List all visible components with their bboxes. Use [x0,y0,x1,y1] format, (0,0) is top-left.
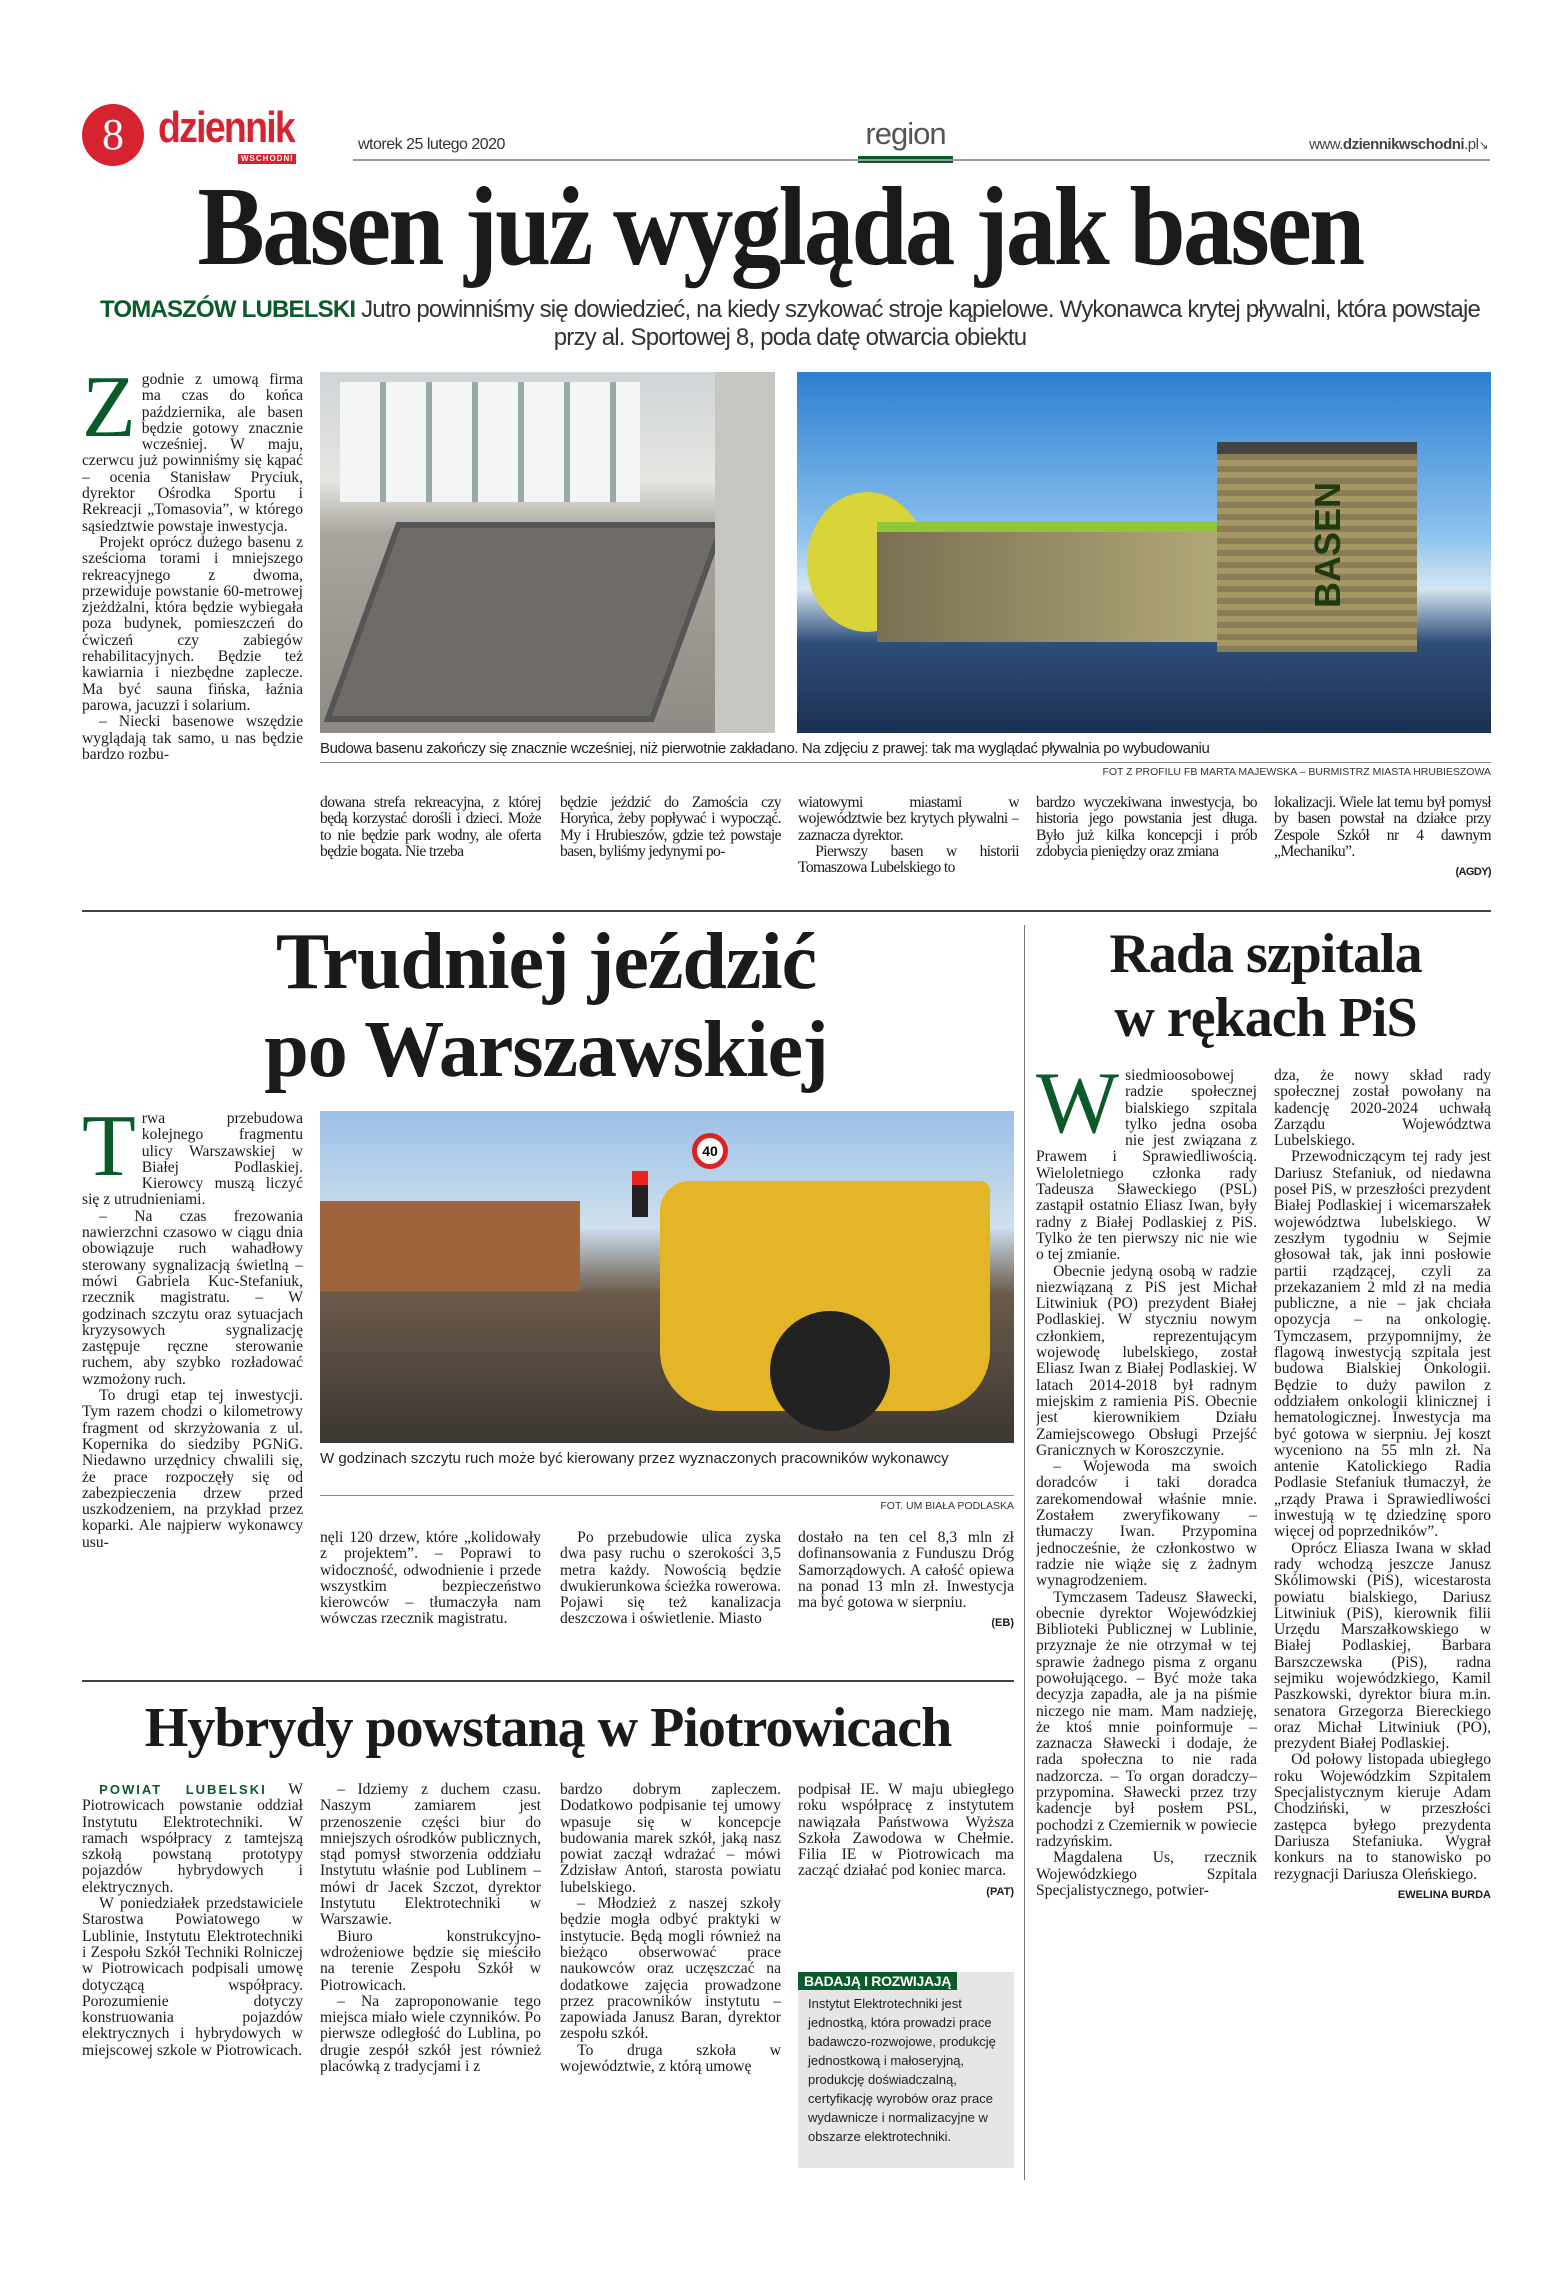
paragraph: będzie jeździć do Zamościa czy Horyńca, żeby popływać i wypocząć. My i Hrubieszów, gdzie też powstaje basen, byliśmy jedynymi po- [560,795,781,860]
paragraph: Magdalena Us, rzecznik Wojewódzkiego Szpitala Specjalistycznego, potwier- [1036,1849,1257,1899]
paragraph: Biuro konstrukcyjno-wdrożeniowe będzie się mieściło na terenie Zespołu Szkół w Piotrowicach. [320,1927,541,1994]
paragraph: Od połowy listopada ubiegłego roku Wojewódzkim Szpitalem Specjalistycznym kieruje Adam Chodziński, w przeszłości zastępca byłego prezydenta Dariusza Stefaniuka. Wygrał konkurs na to stanowisko po rezygnacji Dariusza Oleńskiego. [1274,1751,1491,1883]
cursor-icon: ↘ [1478,138,1488,152]
paragraph: bardzo dobrym zapleczem. Dodatkowo podpisanie tej umowy wpasuje się w koncepcje budowania marek szkół, jaką nasz powiat zaczął wdrażać – mówi Zdzisław Antoń, starosta powiatu lubelskiego. [560,1782,781,1896]
article2-column-3 [560,1530,781,1667]
article1-headline: Basen już wygląda jak basen [197,165,1363,289]
caption-rule [320,1495,1014,1496]
paragraph: siedmioosobowej radzie społecznej bialskiego szpitala tylko jedna osoba nie jest związana z Prawem i Sprawiedliwością. Wieloletniego członka rady Tadeusza Sławeckiego (PSL) zastąpił ostatnio Eliasz Iwan, były radny z Białej Podlaskiej z PiS. Tylko że ten pierwszy nic nie wie o tej zmianie. [1036,1068,1257,1264]
paragraph: Po przebudowie ulica zyska dwa pasy ruchu o szerokości 3,5 metra każdy. Nowością będzie dwukierunkowa ścieżka rowerowa. Pojawi się też kanalizacja deszczowa i oświetlenie. Miasto [560,1530,781,1628]
excavator-wheel [770,1311,890,1431]
paragraph: W poniedziałek przedstawiciele Starostwa Powiatowego w Lublinie, Instytutu Elektrotechniki i Zespołu Szkół Techniki Rolniczej w Piotrowicach podpisali umowę dotyczącą współpracy. Porozumienie dotyczy konstruowania pojazdów elektrycznych i hybrydowych w miejscowej szkole w Piotrowicach. [82,1895,303,2059]
paragraph: Projekt oprócz dużego basenu z sześcioma torami i mniejszego rekreacyjnego z dwoma, przewiduje powstanie 60-metrowej zjeżdżalni, która będzie wybiegała poza budynek, pomieszczeń do ćwiczeń czy zabiegów rehabilitacyjnych. Będzie też kawiarnia i niezbędne zaplecze. Ma być sauna fińska, łaźnia parowa, jacuzzi i solarium. [82,533,303,714]
article2-photo-credit: FOT. UM BIAŁA PODLASKA [880,1500,1014,1512]
photo-roadworks [320,1111,1014,1443]
article2-column-4 [798,1530,1014,1670]
paragraph: Oprócz Eliasza Iwana w skład rady wchodzą jeszcze Janusz Skólimowski (PiS), wicestarosta powiatu bialskiego, Dariusz Litwiniuk (PiS), kierownik filii Urzędu Marszałkowskiego w Białej Podlaskiej, Barbara Barszczewska (PiS), radna sejmiku wojewódzkiego, Kamil Paszkowski, dyrektor biura m.in. senatora Grzegorza Biereckiego oraz Michał Litwiniuk (PO), prezydent Białej Podlaskiej. [1274,1539,1491,1753]
speed-sign: 40 [692,1133,728,1169]
logo-text: dziennik [158,103,295,152]
paragraph: rwa przebudowa kolejnego fragmentu ulicy Warszawskiej w Białej Podlaskiej. Kierowcy muszą liczyć się z utrudnieniami. [82,1111,303,1209]
headline-line: Trudniej jeździć [275,918,817,1006]
paragraph: To druga szkoła w województwie, z którą umowę [560,2041,781,2076]
article4-column-3 [560,1782,781,2172]
paragraph: – Młodzież z naszej szkoły będzie mogła odbyć praktyki w instytucie. Będą mogli również na bieżąco obserwować prace naukowców oraz uczęszczać na dodatkowe zajęcia prowadzone przez pracowników instytutu – zapowiada Janusz Baran, dyrektor zespołu szkół. [560,1895,781,2043]
article3-column-1 [1036,1068,1257,2172]
article1-photo-credit: FOT Z PROFILU FB MARTA MAJEWSKA – BURMISTRZ MIASTA HRUBIESZOWA [1102,766,1491,778]
article2-column-1 [82,1111,303,1667]
paragraph: lokalizacji. Wiele lat temu był pomysł by basen powstał na działce przy Zespole Szkół nr 4 dawnym „Mechaniku”. [1274,795,1491,860]
website-link[interactable] [1309,136,1488,153]
article1-column-6 [1274,795,1491,900]
issue-date: wtorek 25 lutego 2020 [358,136,505,153]
dropcap: T [82,1111,136,1195]
article4-column-2 [320,1782,541,2172]
article4-headline: Hybrydy powstaną w Piotrowicach [144,1697,952,1759]
article1-column-3 [560,795,781,895]
paragraph: wiatowymi miastami w województwie bez krytych pływalni – zaznacza dyrektor. [798,795,1019,844]
url-domain: dziennikwschodni [1342,136,1465,153]
wall-right [715,372,775,733]
article4-kicker: POWIAT LUBELSKI [99,1782,267,1797]
article1-photo-caption: Budowa basenu zakończy się znacznie wcześniej, niż pierwotnie zakładano. Na zdjęciu z prawej: tak ma wyglądać pływalnia po wybudowaniu [320,740,1210,757]
paragraph: bardzo wyczekiwana inwestycja, bo historia jego powstania jest długa. Było już kilka koncepcji i prób zdobycia pieniędzy oraz zmiana [1036,795,1257,860]
logo [158,104,348,168]
info-box-text: Instytut Elektrotechniki jest jednostką, która prowadzi prace badawczo-rozwojowe, produkcję jednostkową i małoseryjną, produkcję doświadczalną, certyfikację wyrobów oraz prace wydawnicze i normalizacyjne w obszarze elektrotechniki. [808,1996,996,2144]
section-divider [82,1680,1014,1682]
photo-construction-interior [320,372,775,733]
paragraph: dostało na ten cel 8,3 mln zł dofinansowania z Funduszu Dróg Samorządowych. A całość opiewa na ponad 13 mln zł. Inwestycja ma być gotowa w sierpniu. [798,1530,1014,1612]
column-divider [1024,925,1025,2180]
paragraph: – Na czas frezowania nawierzchni czasowo w ciągu dnia obowiązuje ruch wahadłowy sterowany sygnalizacją świetlną – mówi Gabriela Kuc-Stefaniuk, rzecznik magistratu. – W godzinach szczytu oraz sytuacjach kryzysowych sygnalizację zastępuje ręczne sterowanie ruchem, aby szybko rozładować wzmożony ruch. [82,1207,303,1388]
article1-kicker: TOMASZÓW LUBELSKI [99,296,356,323]
dropcap: W [1036,1068,1120,1152]
article2-photo-caption: W godzinach szczytu ruch może być kierowany przez wyznaczonych pracowników wykonawcy [320,1450,949,1467]
logo-subtitle: WSCHODNI [238,154,296,164]
article3-headline [1040,922,1491,1050]
url-prefix: www. [1309,136,1343,153]
article1-column-1 [82,372,303,896]
paragraph: Pierwszy basen w historii Tomaszowa Lubelskiego to [798,842,1019,877]
article4-column-1 [82,1782,303,2172]
url-suffix: .pl [1464,136,1479,153]
paragraph: – Idziemy z duchem czasu. Naszym zamiarem jest przenoszenie części biur do mniejszych ośrodków publicznych, stąd pomysł stworzenia oddziału Instytutu właśnie pod Lublinem – mówi dr Jacek Szczot, dyrektor Instytutu Elektrotechniki w Warszawie. [320,1782,541,1929]
paragraph: – Niecki basenowe wszędzie wyglądają tak samo, u nas będzie bardzo rozbu- [82,713,303,763]
article4-column-4 [798,1782,1014,1942]
page-number-badge: 8 [82,104,144,166]
paragraph: Przewodniczącym tej rady jest Dariusz Stefaniuk, od niedawna poseł PiS, w przeszłości prezydent Białej Podlaskiej i wicemarszałek województwa lubelskiego. W zeszłym tygodniu w Sejmie głosował tak, jak inni posłowie partii rządzącej, czyli za przekazaniem 2 mld zł na media publiczne, a nie – jak chciała opozycja – na onkologię. Tymczasem, przypomnijmy, że flagową inwestycją szpitala jest budowa Bialskiej Onkologii. Będzie to duży pawilon z oddziałem onkologii klinicznej i hematologicznej. Inwestycja ma być gotowa w sierpniu. Jej koszt wyceniono na 55 mln zł. Na antenie Katolickiego Radia Podlasie Stefaniuk tłumaczył, że „rządy Prawa i Sprawiedliwości inwestują w tę dziedzinę sporo więcej od poprzedników”. [1274,1148,1491,1541]
article1-column-5 [1036,795,1257,895]
paragraph: godnie z umową firma ma czas do końca października, ale basen będzie gotowy znacznie wcześniej. W maju, czerwcu już powinniśmy się kąpać – ocenia Stanisław Pryciuk, dyrektor Ośrodka Sportu i Rekreacji „Tomasovia”, w którego sąsiedztwie powstaje inwestycja. [82,372,303,535]
paragraph: Tymczasem Tadeusz Sławecki, obecnie dyrektor Wojewódzkiej Biblioteki Publicznej w Lublinie, przyznaje że nie otrzymał w tej sprawie żadnego pisma z organu powołującego. – Być może taka decyzja zapadła, ale ja na piśmie niczego nie mam. Mam nadzieję, że ktoś mnie poinformuje – zaznacza Sławecki i dodaje, że rada społeczna to nie rada nadzorcza. – To organ doradczy– przypomina. Sławecki przez trzy kadencje był posłem PSL, pochodzi z Czemiernik w powiecie radzyńskim. [1036,1588,1257,1850]
paragraph: nęli 120 drzew, które „kolidowały z projektem”. – Poprawi to widoczność, odwodnienie i przede wszystkim bezpieczeństwo kierowców – tłumaczyła nam wówczas rzecznik magistratu. [320,1530,541,1628]
pool-basin [324,522,727,722]
masthead-rule [353,159,1490,161]
paragraph: dowana strefa rekreacyjna, z której będą korzystać dorośli i dzieci. Może to nie będzie park wodny, ale oferta będzie bogata. Nie trzeba [320,795,541,860]
paragraph: – Wojewoda ma swoich doradców i taki doradca zarekomendował właśnie mnie. Zostałem zweryfikowany – tłumaczy Iwan. Przypomina jednocześnie, że członkostwo w radzie nie wiąże się z żadnym wynagrodzeniem. [1036,1458,1257,1590]
article1-lead [80,296,1500,352]
section-divider [82,910,1491,912]
window-wall [340,382,640,502]
paragraph: Obecnie jedyną osobą w radzie niezwiązaną z PiS jest Michał Litwiniuk (PO) prezydent Białej Podlaskiej. W styczniu nowym członkiem, reprezentującym wojewodę lubelskiego, został Eliasz Iwan z Białej Podlaskiej. W latach 2014-2018 był radnym miejskim z ramienia PiS. Obecnie jest kierownikiem Działu Zamiejscowego Obsługi Przejść Granicznych w Koroszczynie. [1036,1262,1257,1459]
houses [320,1201,580,1291]
info-box-title: BADAJĄ I ROZWIJAJĄ [798,1972,957,1990]
traffic-light [632,1171,648,1217]
dropcap: Z [82,372,136,456]
article2-signature: (EB) [991,1617,1014,1630]
paragraph: – Na zaproponowanie tego miejsca miało wiele czynników. Po pierwsze odległość do Lublina, po drugie zespół szkół jest również placówką z tradycjami i z [320,1992,541,2076]
article2-headline [82,918,1010,1094]
building-low [877,522,1237,642]
article1-signature: (AGDY) [1455,866,1491,879]
paragraph: podpisał IE. W maju ubiegłego roku współpracę z instytutem nawiązała Państwowa Wyższa Szkoła Zawodowa w Chełmie. Filia IE w Piotrowicach ma zacząć działać pod koniec marca. [798,1782,1014,1880]
headline-line: po Warszawskiej [264,1006,828,1094]
paragraph: To drugi etap tej inwestycji. Tym razem chodzi o kilometrowy fragment od skrzyżowania z ul. Kopernika do siedziby PGNiG. Niedawno urzędnicy chwalili się, że prace rozpoczęły się od zabezpieczenia drzew przed uszkodzeniem, na przykład przez koparki. Ale najpierw wykonawcy usu- [82,1387,303,1551]
article1-column-2 [320,795,541,895]
article3-signature: EWELINA BURDA [1397,1888,1491,1901]
paragraph: W Piotrowicach powstanie oddział Instytutu Elektrotechniki. W ramach współpracy z tamtejszą szkołą powstaną prototypy pojazdów hybrydowych i elektrycznych. [82,1782,303,1896]
headline-line: Rada szpitala [1109,923,1422,985]
article2-column-2 [320,1530,541,1667]
article1-lead-text: Jutro powinniśmy się dowiedzieć, na kiedy szykować stroje kąpielowe. Wykonawca krytej pływalni, która powstaje przy al. Sportowej 8, poda datę otwarcia obiektu [361,296,1481,351]
article1-column-4 [798,795,1019,895]
info-box [798,1972,1014,2168]
section-label: region [865,116,946,151]
photo-pool-render [797,372,1491,733]
headline-line: w rękach PiS [1114,987,1417,1049]
building-label: BASEN [1307,482,1348,609]
caption-rule [320,762,1491,763]
article3-column-2 [1274,1068,1491,2180]
paragraph: dza, że nowy skład rady społecznej został powołany na kadencję 2020-2024 uchwałą Zarządu Województwa Lubelskiego. [1274,1068,1491,1150]
article4-signature: (PAT) [986,1885,1014,1898]
